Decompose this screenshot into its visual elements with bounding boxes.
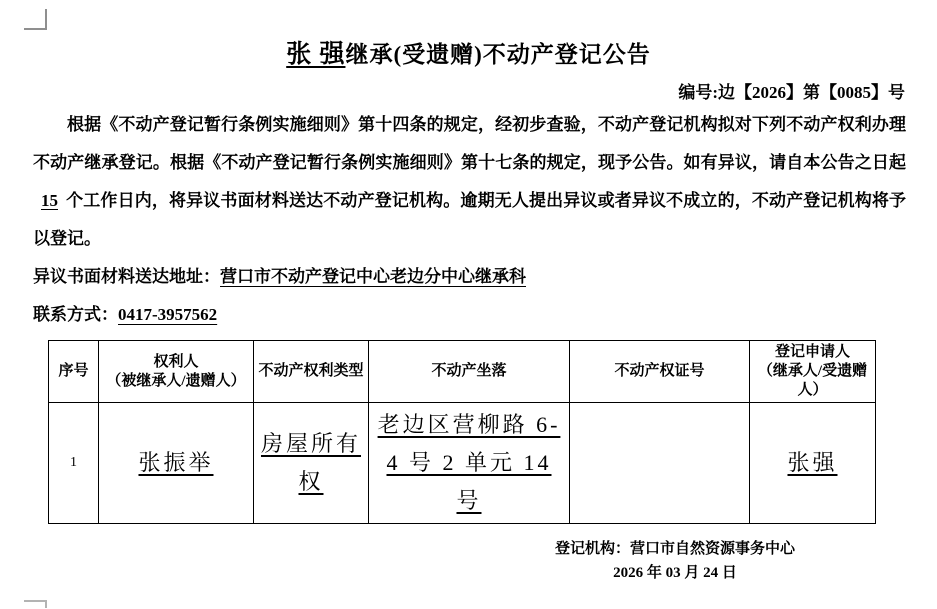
title-applicant-name: 张 强 [286,41,346,68]
header-applicant: 登记申请人 （继承人/受遗赠人） [750,341,876,403]
text-boundary-corner-mark-top-left [24,9,47,30]
objection-days-value: 15 [41,191,58,210]
header-right-type: 不动产权利类型 [254,341,369,403]
contact-label: 联系方式： [33,305,118,324]
cell-owner: 张振举 [99,403,254,524]
header-cert-no: 不动产权证号 [570,341,750,403]
cell-location: 老边区营柳路 6-4 号 2 单元 14 号 [369,403,570,524]
address-line [33,258,906,296]
header-location: 不动产坐落 [369,341,570,403]
table-row [49,403,876,524]
cell-applicant: 张强 [750,403,876,524]
paragraph-text-before-days: 根据《不动产登记暂行条例实施细则》第十四条的规定，经初步查验，不动产登记机构拟对下列不动产权利办理不动产继承登记。根据《不动产登记暂行条例实施细则》第十七条的规定，现予公告。如有异议，请自本公告之日起 [33,115,906,172]
document-number: 编号:边【2026】第【0085】号 [678,83,905,102]
notice-paragraph [33,106,906,258]
registration-table [48,340,876,524]
contact-value: 0417-3957562 [118,305,218,324]
contact-line [33,296,906,334]
document-body [33,106,906,334]
table-body [49,403,876,524]
page-title [0,34,937,70]
text-boundary-corner-mark-bottom-left [24,600,47,608]
registration-date: 2026 年 03 月 24 日 [613,565,737,581]
title-rest: 继承(受遗赠)不动产登记公告 [345,42,651,67]
cell-right-type: 房屋所有权 [254,403,369,524]
document-footer [480,537,870,585]
paragraph-text-after-days: 个工作日内，将异议书面材料送达不动产登记机构。逾期无人提出异议或者异议不成立的，不动产登记机构将予以登记。 [33,191,906,248]
address-label: 异议书面材料送达地址： [33,267,220,286]
table-header [49,341,876,403]
address-value: 营口市不动产登记中心老边分中心继承科 [220,267,526,286]
registration-org: 登记机构：营口市自然资源事务中心 [554,541,795,557]
table-header-row [49,341,876,403]
cell-seq: 1 [49,403,99,524]
header-owner: 权利人 （被继承人/遗赠人） [99,341,254,403]
cell-cert-no [570,403,750,524]
header-seq: 序号 [49,341,99,403]
